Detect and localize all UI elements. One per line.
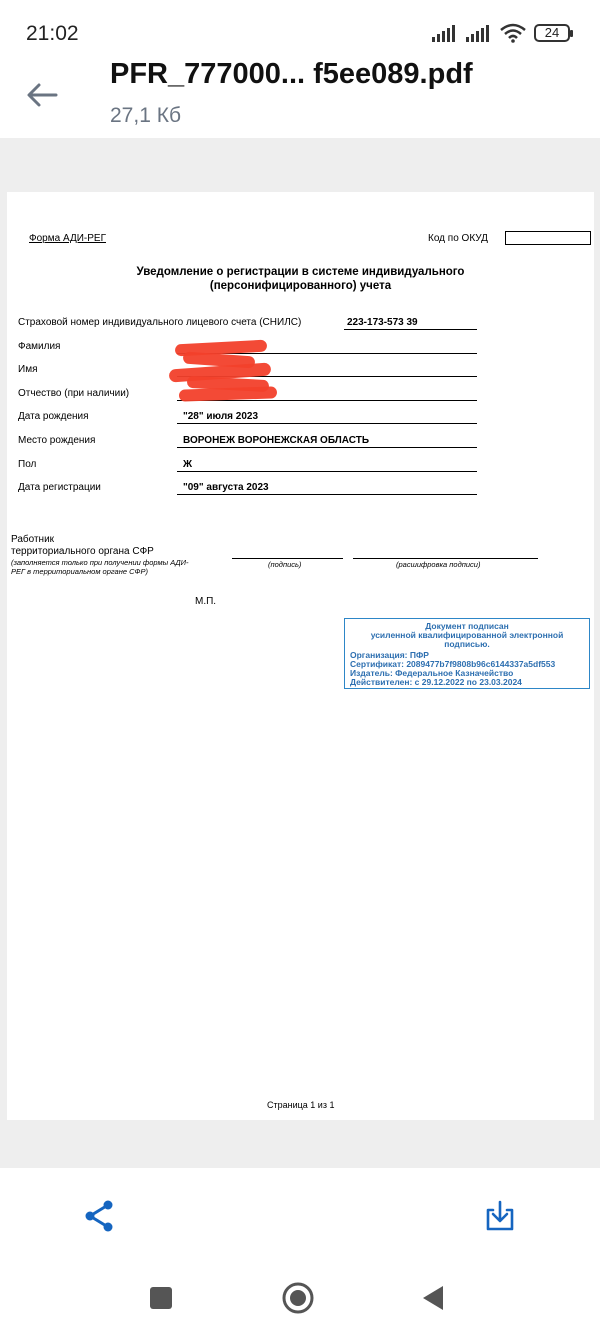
clock: 21:02 — [26, 22, 79, 45]
back-arrow-icon[interactable] — [24, 80, 60, 110]
birthdate-label: Дата рождения — [18, 411, 89, 422]
back-button-icon[interactable] — [415, 1280, 451, 1316]
doc-title-line1: Уведомление о регистрации в системе индивидуального — [136, 266, 465, 278]
decoding-line — [353, 558, 538, 559]
name-label: Имя — [18, 364, 38, 375]
app-header — [0, 52, 600, 138]
stamp-line2: усиленной квалифицированной электронной — [370, 630, 564, 640]
battery-icon: 24 — [534, 24, 570, 42]
birthplace-line — [177, 447, 477, 448]
doc-title-line2: (персонифицированного) учета — [209, 280, 392, 292]
download-icon[interactable] — [480, 1196, 520, 1236]
home-button-icon[interactable] — [280, 1280, 316, 1316]
worker-org-label: территориального органа СФР — [11, 546, 154, 557]
stamp-org: Организация: ПФР — [350, 650, 429, 660]
wifi-icon — [500, 23, 526, 43]
share-icon[interactable] — [80, 1196, 120, 1236]
form-name: Форма АДИ-РЕГ — [29, 233, 106, 244]
sex-value: Ж — [183, 459, 193, 470]
pdf-page — [7, 192, 594, 1120]
snils-label: Страховой номер индивидуального лицевого счета (СНИЛС) — [18, 317, 302, 328]
birthplace-value: ВОРОНЕЖ ВОРОНЕЖСКАЯ ОБЛАСТЬ — [183, 435, 370, 446]
sex-label: Пол — [18, 459, 37, 470]
worker-note-1: (заполняется только при получении формы АДИ- — [11, 558, 189, 567]
page-footer: Страница 1 из 1 — [267, 1100, 335, 1110]
surname-label: Фамилия — [18, 341, 61, 352]
electronic-signature-stamp — [344, 618, 590, 689]
okud-box — [505, 231, 591, 245]
stamp-issuer: Издатель: Федеральное Казначейство — [350, 668, 514, 678]
recents-button-icon[interactable] — [143, 1280, 179, 1316]
snils-value: 223-173-573 39 — [347, 317, 418, 328]
snils-line — [344, 329, 477, 330]
stamp-line3: подписью. — [444, 639, 490, 649]
seal-mark: М.П. — [195, 596, 217, 607]
signal-icon-2 — [466, 24, 492, 42]
signature-caption: (подпись) — [268, 560, 302, 569]
birthplace-label: Место рождения — [18, 435, 96, 446]
navigation-bar — [0, 1268, 600, 1332]
okud-label: Код по ОКУД — [428, 233, 488, 244]
regdate-line — [177, 494, 477, 495]
file-size: 27,1 Кб — [110, 104, 181, 127]
regdate-value: "09" августа 2023 — [183, 482, 269, 493]
patronymic-label: Отчество (при наличии) — [18, 388, 130, 399]
stamp-line1: Документ подписан — [425, 621, 509, 631]
pdf-viewer[interactable] — [0, 138, 600, 1168]
worker-note-2: РЕГ в территориальном органе СФР) — [11, 567, 148, 576]
sex-line — [177, 471, 477, 472]
regdate-label: Дата регистрации — [18, 482, 101, 493]
stamp-cert: Сертификат: 2089477b7f9808b96c6144337a5df553 — [350, 659, 556, 669]
decoding-caption: (расшифровка подписи) — [396, 560, 481, 569]
worker-label: Работник — [11, 534, 55, 545]
signal-icon — [432, 24, 458, 42]
birthdate-line — [177, 423, 477, 424]
status-icons — [432, 22, 570, 44]
bottom-action-bar — [0, 1168, 600, 1268]
birthdate-value: "28" июля 2023 — [183, 411, 259, 422]
status-bar — [0, 0, 600, 60]
signature-line — [232, 558, 343, 559]
file-title: PFR_777000... f5ee089.pdf — [110, 58, 473, 90]
stamp-valid: Действителен: с 29.12.2022 по 23.03.2024 — [350, 677, 522, 687]
